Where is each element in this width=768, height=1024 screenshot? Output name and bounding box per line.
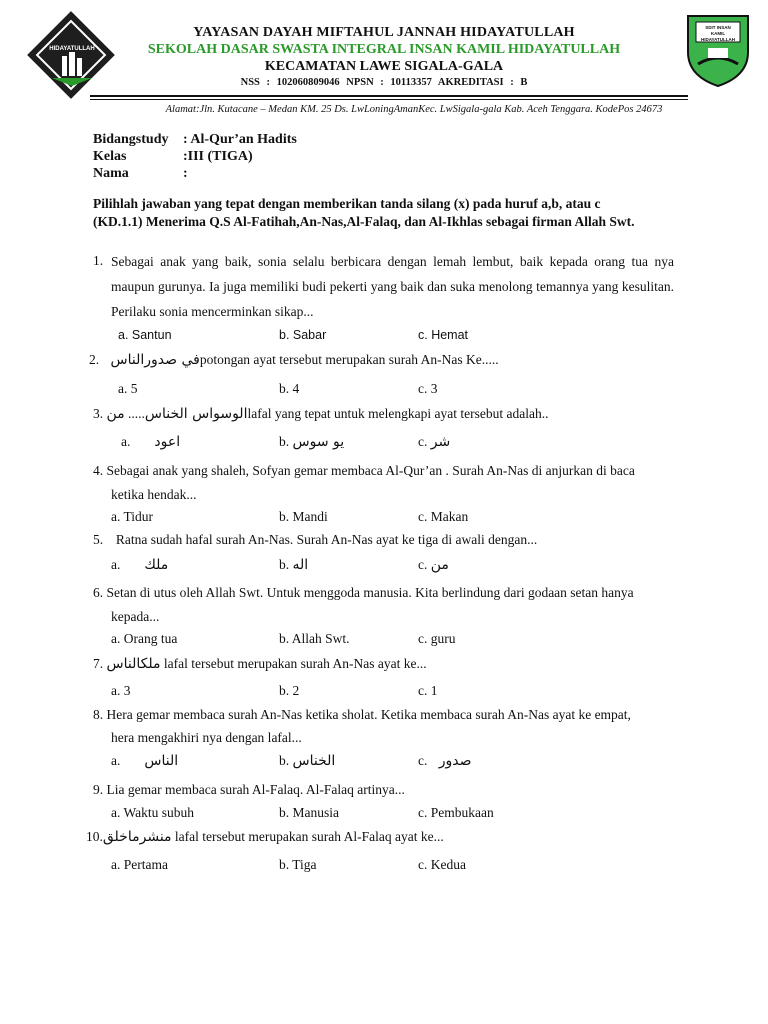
- question-number: 9.: [93, 782, 104, 797]
- option-a: a. Santun: [118, 328, 172, 342]
- question-line: [86, 829, 444, 845]
- option-c: c. Pembukaan: [418, 805, 494, 820]
- question-line: [93, 406, 548, 422]
- option-c: c. Makan: [418, 509, 469, 524]
- name-row: [93, 166, 188, 182]
- name-value: :: [183, 166, 188, 181]
- arabic-word: من: [106, 406, 125, 422]
- question-line: [93, 656, 427, 672]
- option-arabic: الناس: [144, 753, 179, 769]
- question-text: lafal yang tepat untuk melengkapi ayat tersebut adalah..: [247, 406, 549, 421]
- option-a: [121, 434, 180, 450]
- name-label: Nama: [93, 166, 129, 181]
- option-c: c. Kedua: [418, 857, 466, 872]
- option-a: a. 3: [111, 683, 131, 698]
- question-number: 10.: [86, 829, 103, 844]
- arabic-phrase: في صدورالناس: [110, 352, 200, 368]
- header-divider-thick: [90, 95, 688, 97]
- question-number: 1.: [93, 253, 104, 268]
- question-number: 4.: [93, 463, 104, 478]
- option-b: b. Manusia: [279, 805, 339, 820]
- option-c: c. Hemat: [418, 328, 469, 342]
- option-prefix: a.: [111, 753, 121, 768]
- class-label: Kelas: [93, 149, 127, 164]
- question-text: potongan ayat tersebut merupakan surah An-Nas Ke.....: [199, 352, 499, 367]
- option-prefix: a.: [121, 434, 131, 449]
- option-arabic: يو سوس: [292, 434, 345, 450]
- logo-left-text: HIDAYATULLAH: [49, 46, 95, 52]
- option-arabic: الخناس: [292, 753, 336, 769]
- option-a: [111, 557, 168, 573]
- option-b: b. Tiga: [279, 857, 317, 872]
- option-a: a. Pertama: [111, 857, 168, 872]
- option-prefix: b.: [279, 753, 290, 768]
- subject-row: [93, 132, 297, 148]
- question-number: 7.: [93, 656, 104, 671]
- question-text: Hera gemar membaca surah An-Nas ketika sholat. Ketika membaca surah An-Nas ayat ke empat,: [106, 707, 631, 722]
- option-b: [279, 434, 344, 450]
- class-row: [93, 149, 253, 165]
- question-number: 3.: [93, 406, 104, 421]
- option-prefix: c.: [418, 434, 428, 449]
- question-line: [93, 585, 634, 601]
- option-c: [418, 753, 472, 769]
- option-c: [418, 557, 449, 573]
- option-b: [279, 753, 335, 769]
- option-c: c. guru: [418, 631, 456, 646]
- option-prefix: c.: [418, 557, 428, 572]
- arabic-phrase: منشرماخلق: [102, 829, 172, 845]
- option-b: b. 2: [279, 683, 300, 698]
- question-text: lafal tersebut merupakan surah Al-Falaq ayat ke...: [171, 829, 444, 844]
- question-number: 5.: [93, 532, 104, 547]
- option-a: a. Orang tua: [111, 631, 178, 646]
- option-prefix: b.: [279, 434, 290, 449]
- subject-label: Bidangstudy: [93, 132, 169, 147]
- option-prefix: c.: [418, 753, 428, 768]
- class-value: :III (TIGA): [183, 149, 253, 164]
- instruction-line-2: (KD.1.1) Menerima Q.S Al-Fatihah,An-Nas,Al-Falaq, dan Al-Ikhlas sebagai firman Allah Swt.: [93, 214, 635, 229]
- instruction-line-1: Pilihlah jawaban yang tepat dengan memberikan tanda silang (x) pada huruf a,b, atau c: [93, 196, 601, 211]
- question-number: 8.: [93, 707, 104, 722]
- option-arabic: ملك: [144, 557, 169, 573]
- question-line: [93, 532, 537, 548]
- question-line: [89, 352, 499, 368]
- question-text: Lia gemar membaca surah Al-Falaq. Al-Falaq artinya...: [106, 782, 405, 797]
- question-text: Sebagai anak yang baik, sonia selalu berbicara dengan lemah lembut, baik kepada orang tua nya maupun gurunya. Ia juga memiliki budi pekerti yang baik dan suka menolong temannya yang kesulitan. Perilaku sonia mencerminkan sikap...: [111, 254, 674, 319]
- option-prefix: b.: [279, 557, 290, 572]
- arabic-phrase: ملكالناس: [106, 656, 161, 672]
- option-c: c. 1: [418, 683, 438, 698]
- question-text: Ratna sudah hafal surah An-Nas. Surah An-Nas ayat ke tiga di awali dengan...: [112, 532, 538, 547]
- school-address: Alamat:Jln. Kutacane – Medan KM. 25 Ds. LwLoningAmanKec. LwSigala-gala Kab. Aceh Tenggara. KodePos 24673: [165, 104, 663, 115]
- option-b: [279, 557, 308, 573]
- option-a: [111, 753, 178, 769]
- question-number: 6.: [93, 585, 104, 600]
- question-line: [93, 782, 405, 798]
- option-b: b. Sabar: [279, 328, 327, 342]
- option-arabic: شر: [430, 434, 451, 450]
- question-line: [93, 707, 631, 723]
- option-a: a. Tidur: [111, 509, 154, 524]
- option-c: [418, 434, 450, 450]
- option-arabic: اله: [292, 557, 309, 573]
- option-b: b. Mandi: [279, 509, 328, 524]
- foundation-name: YAYASAN DAYAH MIFTAHUL JANNAH HIDAYATULLAH: [193, 25, 575, 40]
- header-divider-thin: [90, 99, 688, 100]
- question-text-continued: hera mengakhiri nya dengan lafal...: [111, 730, 302, 745]
- district-name: KECAMATAN LAWE SIGALA-GALA: [264, 59, 504, 74]
- option-b: b. Allah Swt.: [279, 631, 350, 646]
- question-text: lafal tersebut merupakan surah An-Nas ayat ke...: [160, 656, 427, 671]
- option-b: b. 4: [279, 381, 300, 396]
- school-codes: NSS : 102060809046 NPSN : 10113357 AKREDITASI : B: [240, 77, 528, 88]
- school-name: SEKOLAH DASAR SWASTA INTEGRAL INSAN KAMIL HIDAYATULLAH: [147, 42, 621, 57]
- logo-right-text: SDIT INSAN KAMIL HIDAYATULLAH: [700, 25, 736, 42]
- question-line: [93, 463, 635, 479]
- subject-value: : Al-Qur’an Hadits: [183, 132, 297, 147]
- option-arabic: صدور: [438, 753, 472, 769]
- blank-dots: .....: [124, 406, 145, 421]
- question-text-continued: kepada...: [111, 609, 160, 624]
- question-text-continued: ketika hendak...: [111, 487, 197, 502]
- question-text: Sebagai anak yang shaleh, Sofyan gemar membaca Al-Qur’an . Surah An-Nas di anjurkan di baca: [106, 463, 635, 478]
- option-arabic: اعود: [154, 434, 181, 450]
- question-text: Setan di utus oleh Allah Swt. Untuk menggoda manusia. Kita berlindung dari godaan setan hanya: [106, 585, 634, 600]
- option-c: c. 3: [418, 381, 438, 396]
- option-a: a. 5: [118, 381, 138, 396]
- arabic-phrase: الوسواس الخناس: [144, 406, 248, 422]
- question-number: 2.: [89, 352, 100, 367]
- option-a: a. Waktu subuh: [111, 805, 195, 820]
- option-arabic: من: [430, 557, 449, 573]
- option-prefix: a.: [111, 557, 121, 572]
